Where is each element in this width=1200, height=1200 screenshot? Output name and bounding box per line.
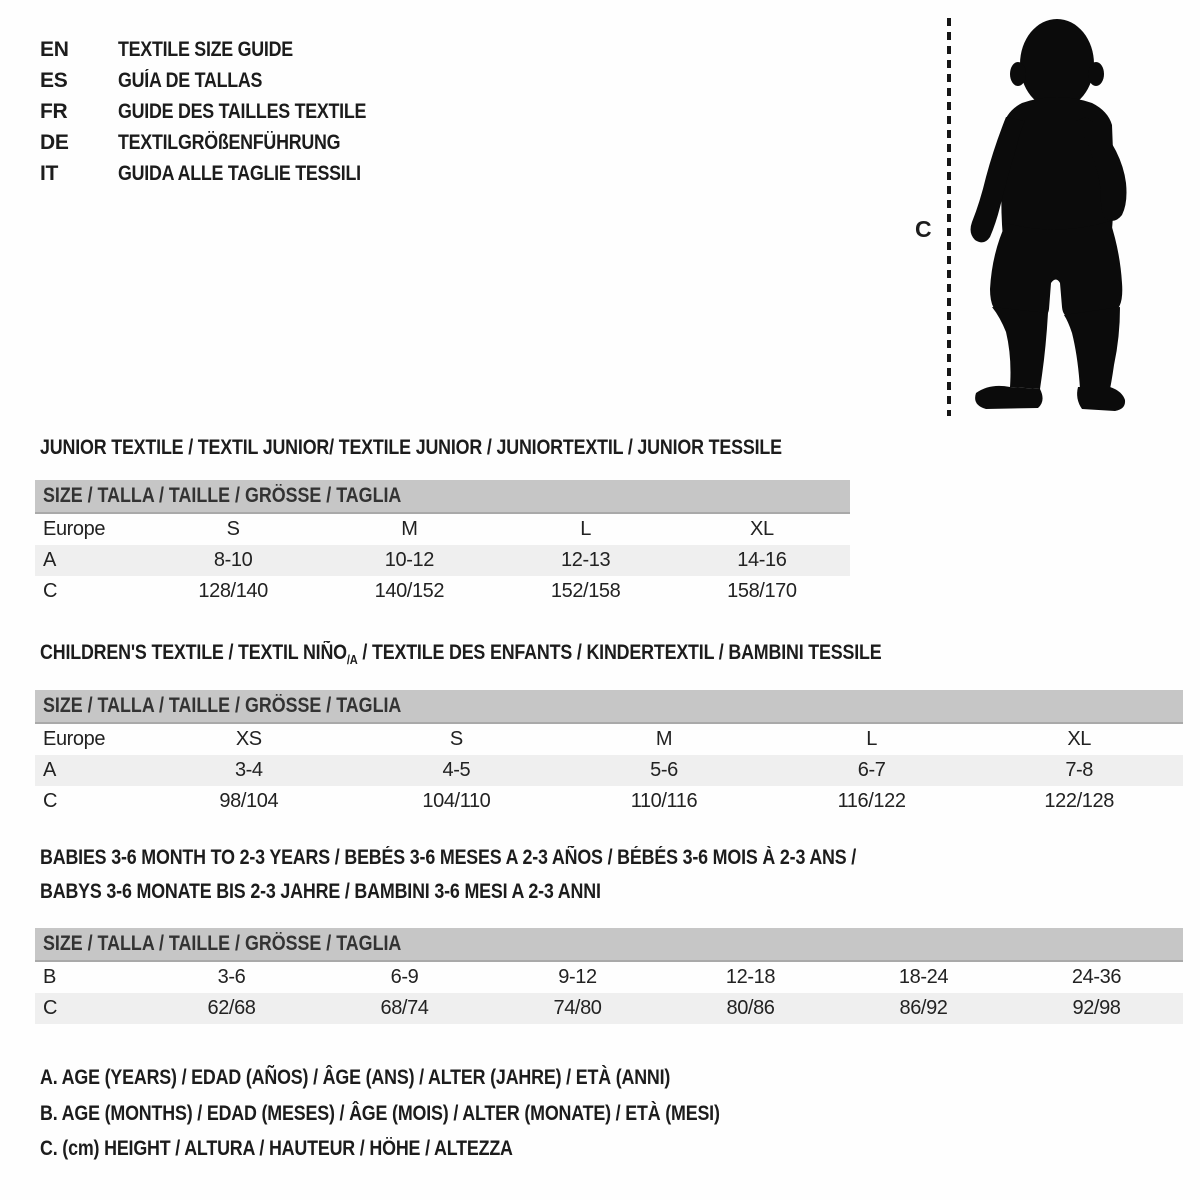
junior-row-europe bbox=[35, 514, 850, 545]
guide-title-de: TEXTILGRÖßENFÜHRUNG bbox=[118, 130, 341, 154]
size-bar-label: SIZE / TALLA / TAILLE / GRÖSSE / TAGLIA bbox=[43, 932, 402, 955]
months-cell: 18-24 bbox=[898, 966, 949, 988]
height-cell: 98/104 bbox=[219, 790, 279, 812]
age-cell: 4-5 bbox=[442, 759, 471, 781]
language-code: FR bbox=[40, 99, 68, 123]
age-cell: 14-16 bbox=[737, 549, 787, 571]
guide-title-it: GUIDA ALLE TAGLIE TESSILI bbox=[118, 161, 361, 185]
legend-block bbox=[40, 1066, 840, 1173]
size-cell: M bbox=[401, 518, 418, 540]
silhouette-head bbox=[1020, 19, 1094, 109]
age-cell: 3-4 bbox=[234, 759, 263, 781]
guide-title-en: TEXTILE SIZE GUIDE bbox=[118, 37, 293, 61]
size-cell: XL bbox=[1067, 728, 1091, 750]
size-bar-label: SIZE / TALLA / TAILLE / GRÖSSE / TAGLIA bbox=[43, 694, 402, 717]
babies-size-table bbox=[35, 928, 1183, 1024]
months-cell: 6-9 bbox=[390, 966, 419, 988]
language-row-de bbox=[40, 127, 410, 158]
toddler-silhouette-image bbox=[962, 17, 1138, 419]
height-measure-dashed-line bbox=[947, 18, 951, 416]
language-row-es bbox=[40, 65, 410, 96]
age-cell: 7-8 bbox=[1065, 759, 1094, 781]
junior-size-table bbox=[35, 480, 850, 607]
size-cell: S bbox=[449, 728, 463, 750]
silhouette-ear-left bbox=[1010, 62, 1026, 86]
babies-size-bar bbox=[35, 928, 1183, 962]
months-cell: 3-6 bbox=[217, 966, 246, 988]
height-cell: 128/140 bbox=[198, 580, 268, 602]
children-section-heading bbox=[40, 641, 1030, 672]
size-bar-label: SIZE / TALLA / TAILLE / GRÖSSE / TAGLIA bbox=[43, 484, 402, 507]
children-row-europe bbox=[35, 724, 1183, 755]
silhouette-leg-right bbox=[1064, 307, 1120, 389]
children-size-table bbox=[35, 690, 1183, 817]
age-cell: 6-7 bbox=[857, 759, 886, 781]
junior-heading-text: JUNIOR TEXTILE / TEXTIL JUNIOR/ TEXTILE JUNIOR / JUNIORTEXTIL / JUNIOR TESSILE bbox=[40, 436, 782, 459]
row-label: A bbox=[43, 759, 56, 781]
guide-title-fr: GUIDE DES TAILLES TEXTILE bbox=[118, 99, 367, 123]
legend-text-c: C. (cm) HEIGHT / ALTURA / HAUTEUR / HÖHE / ALTEZZA bbox=[40, 1137, 513, 1160]
height-cell: 92/98 bbox=[1072, 997, 1121, 1019]
age-cell: 10-12 bbox=[384, 549, 434, 571]
legend-line-c bbox=[40, 1137, 840, 1173]
children-heading-sub: /A bbox=[346, 652, 358, 668]
silhouette-ear-right bbox=[1088, 62, 1104, 86]
silhouette-foot-left bbox=[975, 386, 1042, 409]
junior-size-bar bbox=[35, 480, 850, 514]
silhouette-leg-left bbox=[992, 307, 1048, 389]
height-cell: 152/158 bbox=[550, 580, 621, 602]
height-cell: 116/122 bbox=[837, 790, 906, 812]
language-code: ES bbox=[40, 68, 68, 92]
silhouette-foot-right bbox=[1077, 387, 1125, 411]
size-cell: L bbox=[866, 728, 877, 750]
language-row-en bbox=[40, 34, 410, 65]
row-label: A bbox=[43, 549, 56, 571]
age-cell: 5-6 bbox=[650, 759, 678, 781]
months-cell: 9-12 bbox=[558, 966, 597, 988]
children-row-age bbox=[35, 755, 1183, 786]
size-cell: XL bbox=[750, 518, 774, 540]
row-label: C bbox=[43, 790, 58, 812]
height-cell: 86/92 bbox=[899, 997, 948, 1019]
age-cell: 12-13 bbox=[561, 549, 611, 571]
legend-text-b: B. AGE (MONTHS) / EDAD (MESES) / ÂGE (MOIS) / ALTER (MONATE) / ETÀ (MESI) bbox=[40, 1101, 720, 1125]
legend-line-b bbox=[40, 1102, 840, 1138]
row-label: C bbox=[43, 580, 58, 602]
junior-section-heading bbox=[40, 436, 913, 460]
height-cell: 104/110 bbox=[422, 790, 491, 812]
height-cell: 62/68 bbox=[207, 997, 256, 1019]
height-cell: 158/170 bbox=[727, 580, 797, 602]
size-cell: M bbox=[655, 728, 673, 750]
children-heading-post: / TEXTILE DES ENFANTS / KINDERTEXTIL / BAMBINI TESSILE bbox=[357, 641, 882, 664]
size-cell: XS bbox=[235, 728, 262, 750]
height-cell: 68/74 bbox=[380, 997, 429, 1019]
silhouette-shorts bbox=[990, 221, 1122, 318]
legend-line-a bbox=[40, 1066, 840, 1102]
height-cell: 110/116 bbox=[630, 790, 698, 812]
legend-text-a: A. AGE (YEARS) / EDAD (AÑOS) / ÂGE (ANS) / ALTER (JAHRE) / ETÀ (ANNI) bbox=[40, 1066, 671, 1089]
height-cell: 122/128 bbox=[1044, 790, 1114, 812]
language-code: EN bbox=[40, 37, 69, 61]
language-row-it bbox=[40, 158, 410, 189]
children-row-height bbox=[35, 786, 1183, 817]
row-label: B bbox=[43, 966, 56, 988]
height-cell: 74/80 bbox=[553, 997, 602, 1019]
height-measure-label: C bbox=[915, 216, 932, 242]
babies-row-height bbox=[35, 993, 1183, 1024]
babies-heading-line2: BABYS 3-6 MONATE BIS 2-3 JAHRE / BAMBINI 3-6 MESI A 2-3 ANNI bbox=[40, 880, 601, 903]
junior-row-age bbox=[35, 545, 850, 576]
babies-heading-line1: BABIES 3-6 MONTH TO 2-3 YEARS / BEBÉS 3-6 MESES A 2-3 AÑOS / BÉBÉS 3-6 MOIS À 2-3 ANS / bbox=[40, 846, 857, 869]
months-cell: 24-36 bbox=[1071, 966, 1122, 988]
language-title-block bbox=[40, 34, 410, 189]
language-code: IT bbox=[40, 161, 59, 185]
children-size-bar bbox=[35, 690, 1183, 724]
children-heading-pre: CHILDREN'S TEXTILE / TEXTIL NIÑO bbox=[40, 641, 347, 664]
size-cell: S bbox=[226, 518, 240, 540]
language-code: DE bbox=[40, 130, 69, 154]
months-cell: 12-18 bbox=[725, 966, 776, 988]
height-cell: 140/152 bbox=[374, 580, 445, 602]
row-label: Europe bbox=[43, 518, 106, 540]
children-heading-text bbox=[40, 641, 882, 672]
size-cell: L bbox=[580, 518, 591, 540]
babies-row-months bbox=[35, 962, 1183, 993]
language-row-fr bbox=[40, 96, 410, 127]
row-label: C bbox=[43, 997, 58, 1019]
junior-row-height bbox=[35, 576, 850, 607]
row-label: Europe bbox=[43, 728, 106, 750]
age-cell: 8-10 bbox=[213, 549, 253, 571]
guide-title-es: GUÍA DE TALLAS bbox=[118, 68, 263, 92]
babies-section-heading bbox=[40, 846, 1000, 904]
height-cell: 80/86 bbox=[726, 997, 775, 1019]
